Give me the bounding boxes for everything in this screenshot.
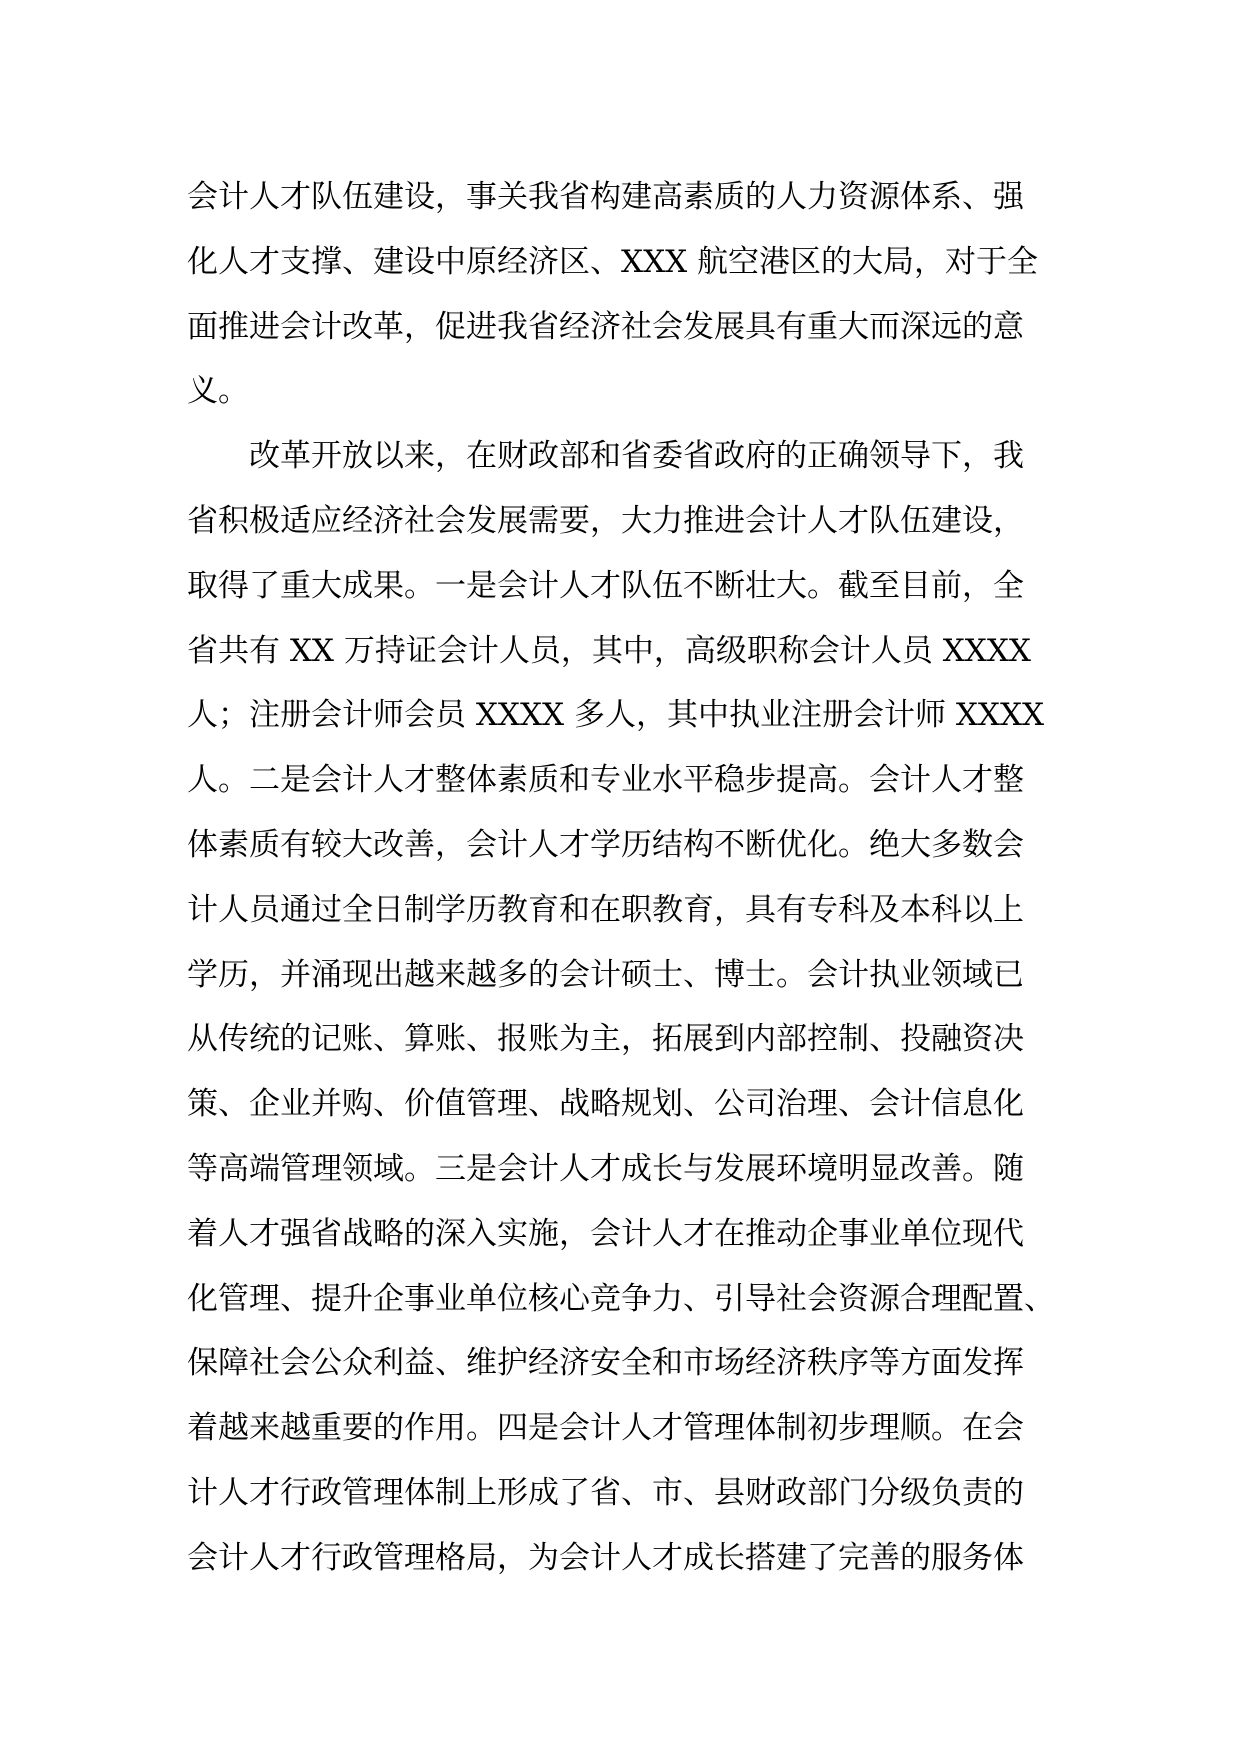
text-line: 人；注册会计师会员 XXXX 多人，其中执业注册会计师 XXXX	[187, 697, 1045, 734]
text-line: 策、企业并购、价值管理、战略规划、公司治理、会计信息化	[187, 1086, 1024, 1123]
body-text	[187, 165, 1067, 1591]
paragraph-start-line: 改革开放以来，在财政部和省委省政府的正确领导下，我	[249, 438, 1024, 475]
text-line: 省积极适应经济社会发展需要，大力推进会计人才队伍建设，	[187, 502, 1024, 539]
text-line: 化人才支撑、建设中原经济区、XXX 航空港区的大局，对于全	[187, 243, 1039, 280]
text-line: 着人才强省战略的深入实施，会计人才在推动企事业单位现代	[187, 1215, 1024, 1252]
text-line: 等高端管理领域。三是会计人才成长与发展环境明显改善。随	[187, 1150, 1024, 1187]
text-line: 计人员通过全日制学历教育和在职教育，具有专科及本科以上	[187, 891, 1024, 928]
text-line: 省共有 XX 万持证会计人员，其中，高级职称会计人员 XXXX	[187, 632, 1031, 669]
text-line: 取得了重大成果。一是会计人才队伍不断壮大。截至目前，全	[187, 567, 1024, 604]
text-line: 计人才行政管理体制上形成了省、市、县财政部门分级负责的	[187, 1474, 1024, 1511]
text-line: 义。	[187, 373, 249, 410]
text-line: 人。二是会计人才整体素质和专业水平稳步提高。会计人才整	[187, 762, 1024, 799]
text-line: 从传统的记账、算账、报账为主，拓展到内部控制、投融资决	[187, 1021, 1024, 1058]
text-line: 面推进会计改革，促进我省经济社会发展具有重大而深远的意	[187, 308, 1024, 345]
text-line: 着越来越重要的作用。四是会计人才管理体制初步理顺。在会	[187, 1410, 1024, 1447]
text-line: 学历，并涌现出越来越多的会计硕士、博士。会计执业领域已	[187, 956, 1024, 993]
text-line: 会计人才行政管理格局，为会计人才成长搭建了完善的服务体	[187, 1539, 1024, 1576]
text-line: 保障社会公众利益、维护经济安全和市场经济秩序等方面发挥	[187, 1345, 1024, 1382]
text-line: 化管理、提升企事业单位核心竞争力、引导社会资源合理配置、	[187, 1280, 1055, 1317]
text-line: 体素质有较大改善，会计人才学历结构不断优化。绝大多数会	[187, 826, 1024, 863]
text-line: 会计人才队伍建设，事关我省构建高素质的人力资源体系、强	[187, 179, 1024, 215]
